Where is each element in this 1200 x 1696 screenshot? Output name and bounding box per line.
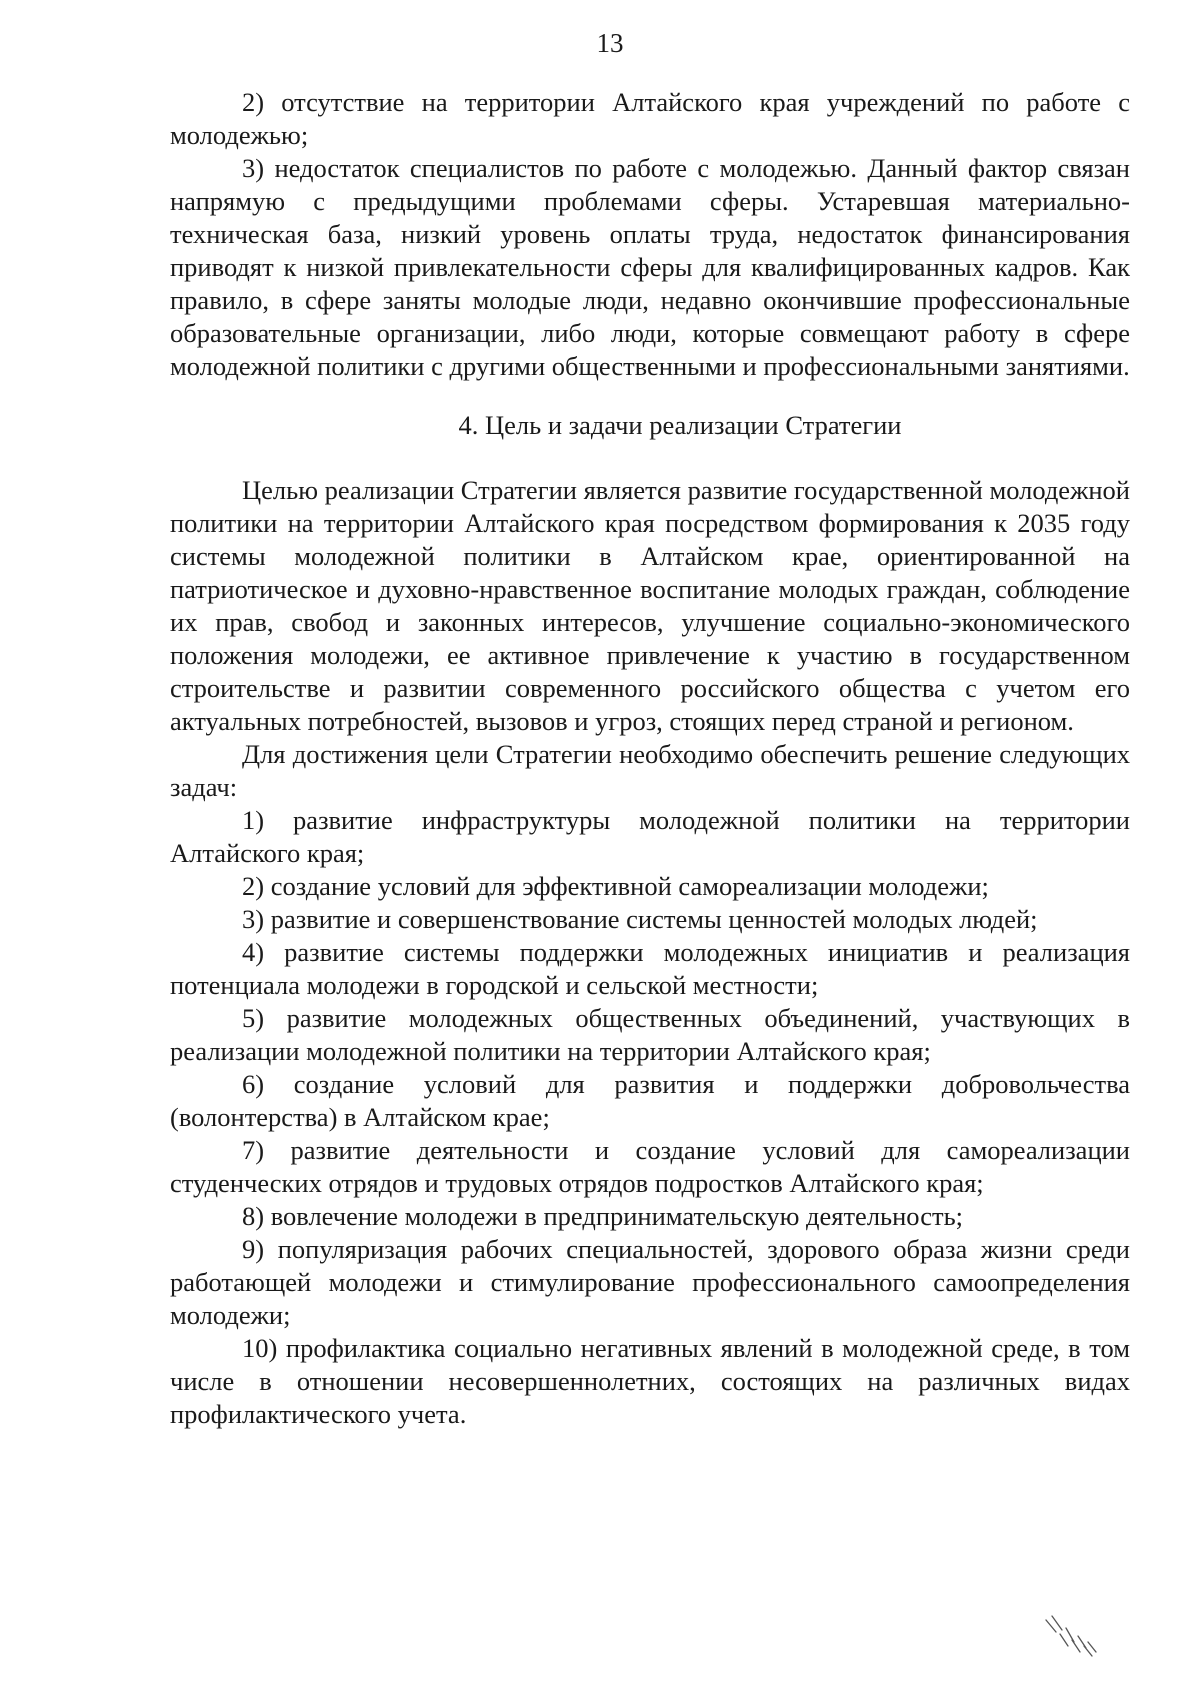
handwritten-mark bbox=[1042, 1612, 1102, 1662]
tasks-intro: Для достижения цели Стратегии необходимо обеспечить решение следующих задач: bbox=[170, 739, 1130, 802]
paragraph-item-2: 2) отсутствие на территории Алтайского края учреждений по работе с молодежью; bbox=[170, 87, 1130, 150]
task-item-3: 3) развитие и совершенствование системы ценностей молодых людей; bbox=[242, 904, 1038, 934]
task-item-4: 4) развитие системы поддержки молодежных инициатив и реализация потенциала молодежи в городской и сельской местности; bbox=[170, 937, 1130, 1000]
task-item-1: 1) развитие инфраструктуры молодежной политики на территории Алтайского края; bbox=[170, 805, 1130, 868]
goal-paragraph: Целью реализации Стратегии является развитие государственной молодежной политики на территории Алтайского края посредством формирования к 2035 году системы молодежной политики в Алтайском крае, ориентированной на патриотическое и духовно-нравственное воспитание молодых граждан, соблюдение их прав, свобод и законных интересов, улучшение социально-экономического положения молодежи, ее активное привлечение к участию в государственном строительстве и развитии современного российского общества с учетом его актуальных потребностей, вызовов и угроз, стоящих перед страной и регионом. bbox=[170, 475, 1130, 736]
document-body bbox=[170, 86, 1130, 1431]
task-item-2: 2) создание условий для эффективной самореализации молодежи; bbox=[242, 871, 989, 901]
task-item-10: 10) профилактика социально негативных явлений в молодежной среде, в том числе в отношении несовершеннолетних, состоящих на различных видах профилактического учета. bbox=[170, 1333, 1130, 1429]
task-item-7: 7) развитие деятельности и создание условий для самореализации студенческих отрядов и трудовых отрядов подростков Алтайского края; bbox=[170, 1135, 1130, 1198]
page-number: 13 bbox=[596, 28, 624, 58]
task-item-9: 9) популяризация рабочих специальностей, здорового образа жизни среди работающей молодежи и стимулирование профессионального самоопределения молодежи; bbox=[170, 1234, 1130, 1330]
task-item-8: 8) вовлечение молодежи в предпринимательскую деятельность; bbox=[242, 1201, 964, 1231]
task-item-5: 5) развитие молодежных общественных объединений, участвующих в реализации молодежной политики на территории Алтайского края; bbox=[170, 1003, 1130, 1066]
task-item-6: 6) создание условий для развития и поддержки добровольчества (волонтерства) в Алтайском крае; bbox=[170, 1069, 1130, 1132]
section-heading: 4. Цель и задачи реализации Стратегии bbox=[458, 410, 902, 440]
paragraph-item-3: 3) недостаток специалистов по работе с молодежью. Данный фактор связан напрямую с предыдущими проблемами сферы. Устаревшая материально-техническая база, низкий уровень оплаты труда, недостаток финансирования приводят к низкой привлекательности сферы для квалифицированных кадров. Как правило, в сфере заняты молодые люди, недавно окончившие профессиональные образовательные организации, либо люди, которые совмещают работу в сфере молодежной политики с другими общественными и профессиональными занятиями. bbox=[170, 153, 1130, 381]
